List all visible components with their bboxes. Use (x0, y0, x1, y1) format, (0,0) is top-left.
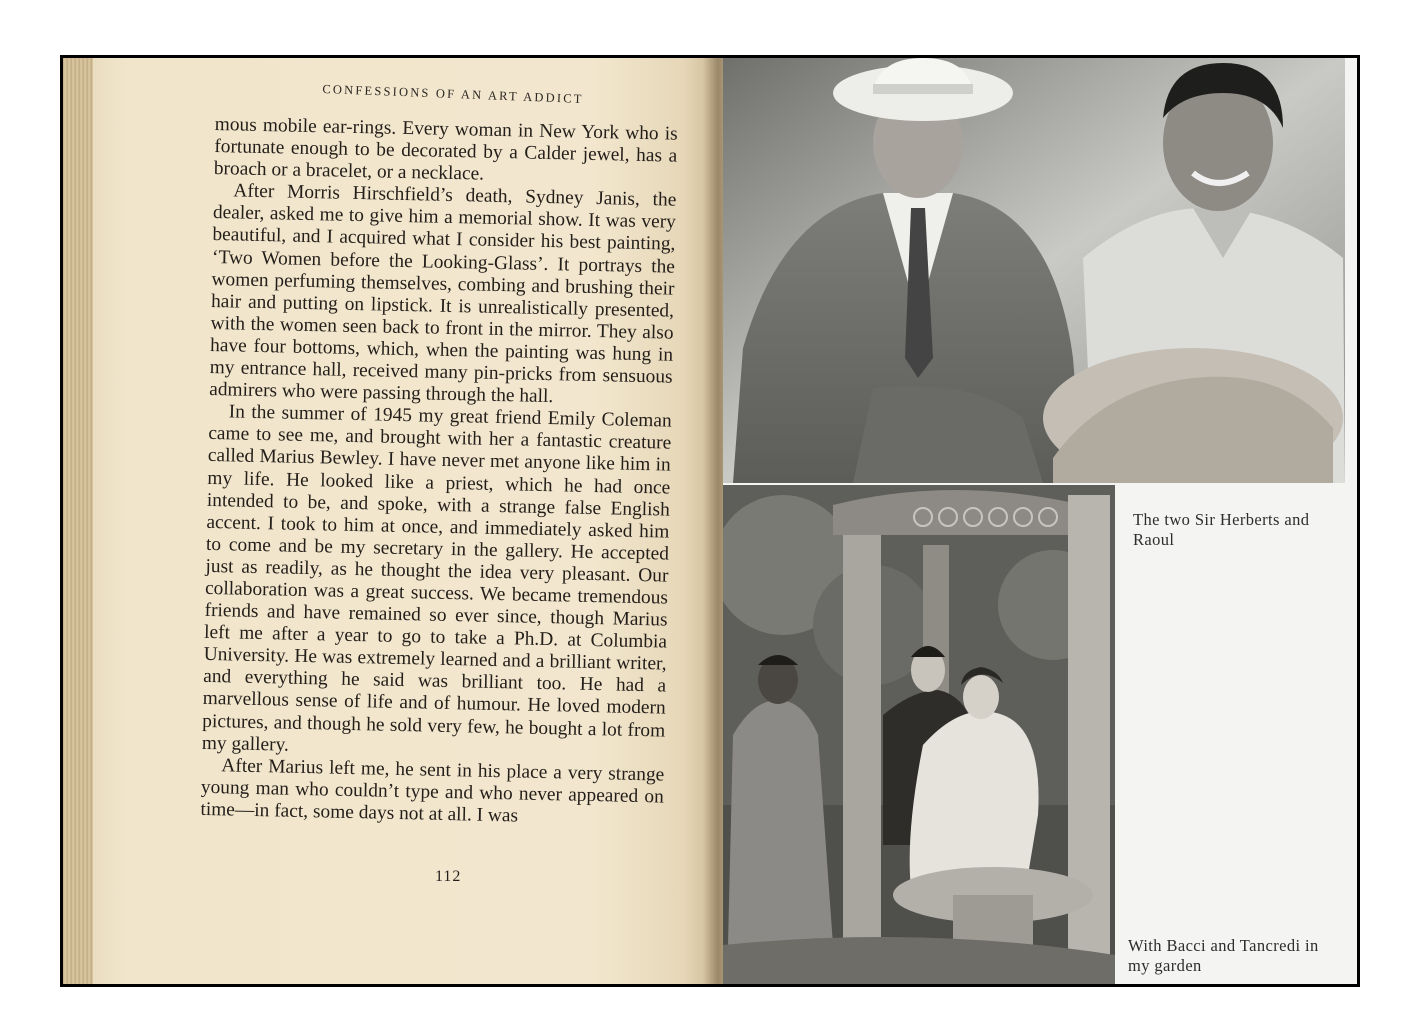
photo-garden-illustration (723, 485, 1115, 987)
body-text (200, 114, 678, 831)
caption-bottom: With Bacci and Tancredi in my garden (1128, 936, 1319, 975)
photo-two-men (723, 58, 1345, 483)
paragraph: In the summer of 1945 my great friend Emily Coleman came to see me, and brought with her a fantastic creature called Marius Bewley. I have never met anyone like him in my life. He looked like a priest, which he had once intended to be, and spoke, with a strange false English accent. I took to him at once, and immediately asked him to come and be my secretary in the gallery. He accepted just as readily, as he thought the idea very pleasant. Our collaboration was a great success. We became tremendous friends and have remained so ever since, though Marius left me after a year to go to take a Ph.D. at Columbia University. He was extremely learned and a brilliant writer, and everything he said was brilliant too. He had a marvellous sense of life and of humour. He loved modern pictures, and though he sold very few, he bought a lot from my gallery. (201, 401, 672, 756)
photo-two-men-illustration (723, 58, 1345, 483)
page-number: 112 (435, 868, 462, 885)
paragraph: mous mobile ear-rings. Every woman in New York who is fortunate enough to be decorated by a Calder jewel, has a broach or a bracelet, or a necklace. (213, 114, 678, 185)
paragraph: After Marius left me, he sent in his place a very strange young man who couldn’t type and who never appeared on time—in fact, some days not at all. I was (200, 754, 665, 827)
book-spread (60, 55, 1360, 987)
caption-top: The two Sir Herberts and Raoul (1133, 510, 1310, 549)
paragraph: After Morris Hirschfield’s death, Sydney Janis, the dealer, asked me to give him a memorial show. It was very beautiful, and I acquired what I consider his best painting, ‘Two Women before the Looking-Glass’. It portrays the women perfuming themselves, combing and brushing their hair and putting on lipstick. It is unrealistically presented, with the women seen back to front in the mirror. They also have four bottoms, which, when the painting was hung in my entrance hall, received many pin-pricks from sensuous admirers who were passing through the hall. (209, 180, 677, 408)
right-page (723, 58, 1357, 984)
page-edge (63, 58, 93, 984)
left-page (63, 58, 723, 984)
photo-garden (723, 485, 1115, 987)
running-head: CONFESSIONS OF AN ART ADDICT (322, 81, 584, 107)
